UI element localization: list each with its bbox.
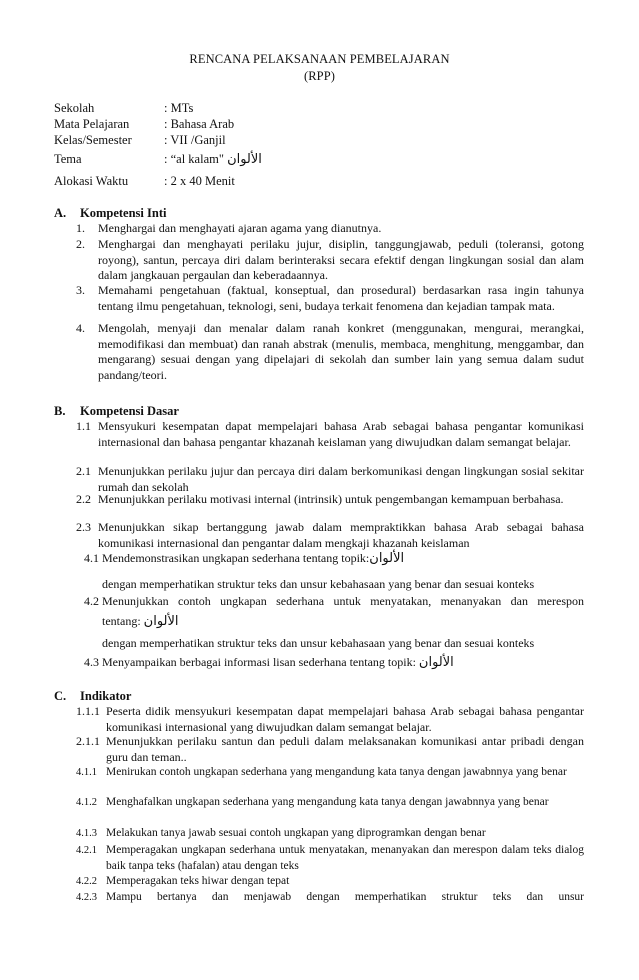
list-item: 4.2.3 Mampu bertanya dan menjawab dengan memperhatikan struktur teks dan unsur xyxy=(76,891,584,903)
meta-value: : 2 x 40 Menit xyxy=(164,174,235,188)
arabic-topic: الألوان xyxy=(369,551,405,566)
list-item: 4.2.1 Memperagakan ungkapan sederhana untuk menyatakan, menanyakan dan merespon dalam teks dialog baik tanpa teks (hafalan) atau dengan teks xyxy=(76,844,584,872)
list-item: 1.1.1 Peserta didik mensyukuri kesempatan dapat mempelajari bahasa Arab sebagai bahasa pengantar komunikasi internasional yang diwujudkan dalam semangat belajar. xyxy=(76,704,584,734)
meta-value: : MTs xyxy=(164,101,194,115)
list-item: 2.2 Menunjukkan perilaku motivasi internal (intrinsik) untuk pengembangan kemampuan berbahasa. xyxy=(76,492,564,506)
list-item-4-3: 4.3 Menyampaikan berbagai informasi lisan sederhana tentang topik: الألوان xyxy=(84,655,454,670)
list-item: 4.2.2 Memperagakan teks hiwar dengan tepat xyxy=(76,875,290,887)
list-item: 2. Menghargai dan menghayati perilaku jujur, disiplin, tanggungjawab, peduli (toleransi, gotong royong), santun, percaya diri dalam berinteraksi secara efektif dengan lingkungan sosial dan alam dalam jangkauan pergaulan dan keberadaannya. xyxy=(76,237,584,282)
meta-label: Sekolah xyxy=(54,101,95,115)
arabic-topic: الألوان xyxy=(143,614,179,629)
list-item: 4. Mengolah, menyaji dan menalar dalam ranah konkret (menggunakan, mengurai, merangkai, memodifikasi dan membuat) dan ranah abstrak (menulis, membaca, menghitung, menggambar, dan mengarang) sesuai dengan yang dipelajari di sekolah dan sumber lain yang semua dalam sudut pandang/teori. xyxy=(76,321,584,382)
list-item-continuation: dengan memperhatikan struktur teks dan unsur kebahasaan yang benar dan sesuai konteks xyxy=(102,636,535,650)
meta-label: Alokasi Waktu xyxy=(54,174,129,188)
section-heading-b: B. Kompetensi Dasar xyxy=(54,404,179,418)
arabic-theme: الألوان xyxy=(227,152,262,167)
list-item: 4.1.3 Melakukan tanya jawab sesuai contoh ungkapan yang diprogramkan dengan benar xyxy=(76,827,486,839)
meta-label: Tema xyxy=(54,152,82,166)
list-item: 2.1.1 Menunjukkan perilaku santun dan peduli dalam melaksanakan komunikasi antar pribadi dengan guru dan teman.. xyxy=(76,734,584,764)
meta-value: : Bahasa Arab xyxy=(164,117,235,131)
meta-label: Mata Pelajaran xyxy=(54,117,130,131)
document-subtitle: (RPP) xyxy=(303,69,336,83)
section-heading-c: C. Indikator xyxy=(54,689,132,703)
list-item-4-2: 4.2 Menunjukkan contoh ungkapan sederhana untuk menyatakan, menanyakan dan merespon xyxy=(84,594,584,608)
list-item: 4.1.2 Menghafalkan ungkapan sederhana yang mengandung kata tanya dengan jawabnnya yang benar xyxy=(76,796,549,808)
list-item: 1.1 Mensyukuri kesempatan dapat mempelajari bahasa Arab sebagai bahasa pengantar komunikasi internasional dan bahasa pengantar khazanah keislaman yang diwujudkan dalam semangat belajar. xyxy=(76,419,584,449)
arabic-topic: الألوان xyxy=(418,655,454,670)
list-item: 2.3 Menunjukkan sikap bertanggung jawab dalam mempraktikkan bahasa Arab sebagai bahasa komunikasi internasional dan pengantar dalam mengkaji khazanah keislaman xyxy=(76,520,584,550)
list-item: 3. Memahami pengetahuan (faktual, konseptual, dan prosedural) berdasarkan rasa ingin tahunya tentang ilmu pengetahuan, teknologi, seni, budaya terkait fenomena dan kejadian tampak mata. xyxy=(76,283,584,313)
list-item: 4.1.1 Menirukan contoh ungkapan sederhana yang mengandung kata tanya dengan jawabnnya yang benar xyxy=(76,766,567,778)
list-item-continuation: tentang: الألوان xyxy=(102,614,179,629)
list-item: 2.1 Menunjukkan perilaku jujur dan percaya diri dalam berkomunikasi dengan lingkungan sosial sekitar rumah dan sekolah xyxy=(76,464,584,494)
meta-label: Kelas/Semester xyxy=(54,133,132,147)
list-item-4-1: 4.1 Mendemonstrasikan ungkapan sederhana tentang topik:الألوان xyxy=(84,551,405,566)
list-item: 1. Menghargai dan menghayati ajaran agama yang dianutnya. xyxy=(76,221,382,235)
section-heading-a: A. Kompetensi Inti xyxy=(54,206,167,220)
document-title: RENCANA PELAKSANAAN PEMBELAJARAN xyxy=(189,52,450,66)
meta-value: : VII /Ganjil xyxy=(164,133,226,147)
list-item-continuation: dengan memperhatikan struktur teks dan unsur kebahasaan yang benar dan sesuai konteks xyxy=(102,577,535,591)
meta-value: : “al kalam" الألوان xyxy=(164,152,262,167)
